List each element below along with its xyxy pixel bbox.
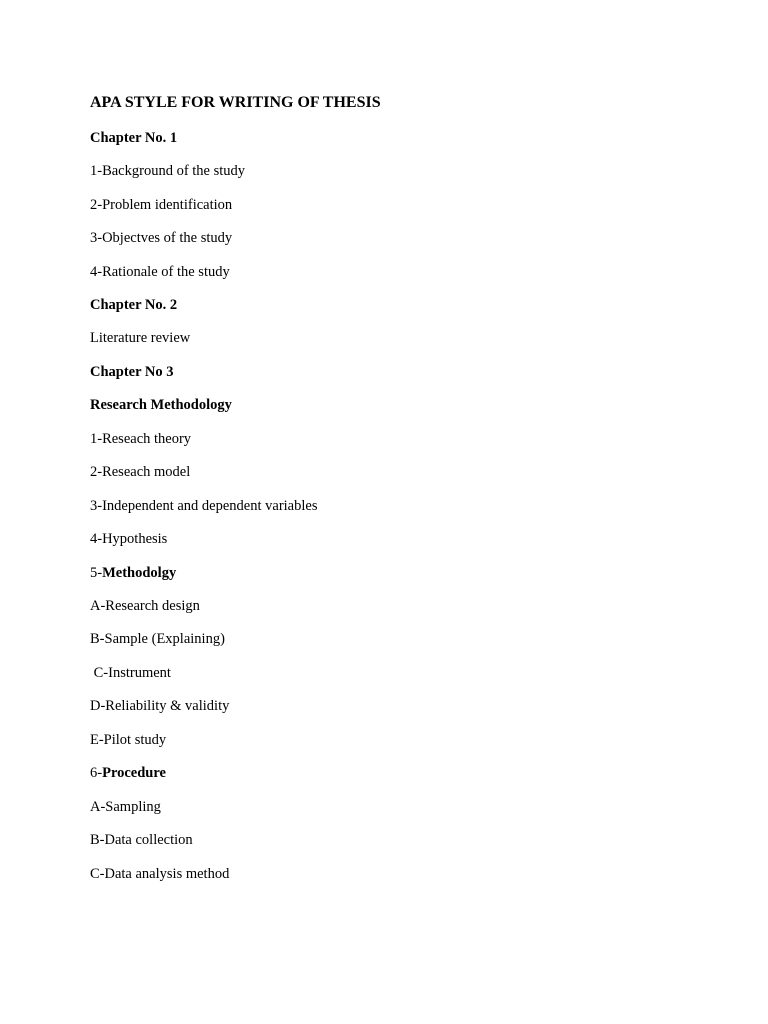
chapter-3-subheading: Research Methodology — [90, 397, 232, 413]
chapter-3-item: 4-Hypothesis — [90, 531, 168, 547]
methodology-item: A-Research design — [90, 598, 200, 614]
chapter-1-item: 3-Objectves of the study — [90, 230, 233, 246]
chapter-2-heading: Chapter No. 2 — [90, 297, 178, 313]
procedure-item: B-Data collection — [90, 832, 193, 848]
chapter-3-item: 2-Reseach model — [90, 464, 191, 480]
document-title: APA STYLE FOR WRITING OF THESIS — [90, 94, 381, 111]
chapter-3-item: 1-Reseach theory — [90, 431, 192, 447]
methodology-heading — [90, 564, 176, 582]
methodology-item: B-Sample (Explaining) — [90, 631, 225, 647]
chapter-1-heading: Chapter No. 1 — [90, 130, 178, 146]
procedure-item: C-Data analysis method — [90, 866, 230, 882]
chapter-1-item: 1-Background of the study — [90, 163, 246, 179]
chapter-1-item: 2-Problem identification — [90, 197, 233, 213]
procedure-prefix: 6- — [90, 765, 103, 781]
methodology-prefix: 5- — [90, 565, 103, 581]
methodology-item: E-Pilot study — [90, 732, 167, 748]
chapter-3-item: 3-Independent and dependent variables — [90, 498, 318, 514]
procedure-label: Procedure — [102, 765, 166, 781]
procedure-item: A-Sampling — [90, 799, 161, 815]
chapter-1-item: 4-Rationale of the study — [90, 264, 230, 280]
methodology-item: C-Instrument — [90, 665, 171, 681]
methodology-item: D-Reliability & validity — [90, 698, 230, 714]
procedure-heading — [90, 764, 166, 782]
methodology-label: Methodolgy — [102, 565, 177, 581]
chapter-3-heading: Chapter No 3 — [90, 364, 174, 380]
chapter-2-item: Literature review — [90, 330, 191, 346]
